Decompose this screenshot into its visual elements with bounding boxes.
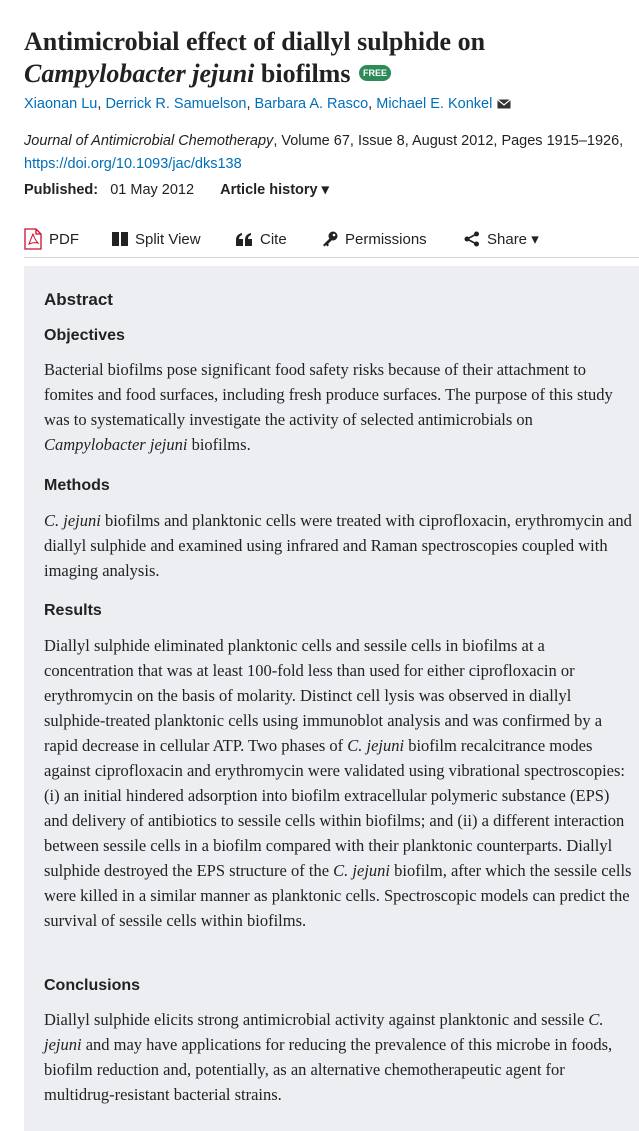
methods-heading: Methods — [44, 477, 110, 494]
species-name: C. jejuni — [347, 736, 405, 755]
split-view-icon — [112, 232, 128, 246]
conclusions-text-part: and may have applications for reducing the prevalence of this microbe in foods, biofilm reduction and, potentially, as an alternative chemotherapeutic agent for multidrug-resistant bacterial strains. — [44, 1035, 613, 1104]
species-name: C. jejuni — [44, 511, 101, 530]
author-link[interactable]: Xiaonan Lu — [24, 96, 98, 112]
author-link[interactable]: Michael E. Konkel — [376, 96, 493, 112]
article-history-toggle[interactable]: Article history ▾ — [220, 182, 329, 198]
methods-text — [44, 508, 636, 583]
objectives-text — [44, 357, 636, 457]
objectives-heading: Objectives — [44, 327, 125, 344]
share-label: Share ▾ — [487, 231, 539, 248]
results-text-part: biofilm, after which the sessile cells were killed in a similar manner as planktonic cells. Spectroscopic models can predict the survival of sessile cells within biofilms. — [44, 861, 632, 930]
permissions-label: Permissions — [345, 230, 427, 248]
objectives-text-part: Bacterial biofilms pose significant food safety risks because of their attachment to fomites and food surfaces, including fresh produce surfaces. The purpose of this study was to systematically investigate the activity of selected antimicrobials on — [44, 360, 613, 429]
title-species: Campylobacter jejuni — [24, 59, 255, 88]
objectives-text-part: biofilms. — [187, 435, 251, 454]
author-link[interactable]: Derrick R. Samuelson — [105, 96, 247, 112]
pdf-icon — [24, 228, 42, 250]
author-list — [24, 94, 624, 114]
published-label: Published: — [24, 182, 99, 198]
citation-details: , Volume 67, Issue 8, August 2012, Pages 1915–1926, — [273, 133, 624, 149]
title-rest: biofilms — [254, 59, 351, 88]
conclusions-heading: Conclusions — [44, 977, 141, 994]
quote-icon — [236, 233, 253, 246]
key-icon — [322, 231, 338, 248]
journal-name: Journal of Antimicrobial Chemotherapy — [24, 133, 274, 149]
citation — [24, 130, 624, 176]
envelope-icon[interactable] — [497, 99, 511, 109]
split-view-button[interactable] — [112, 226, 201, 252]
share-button[interactable] — [464, 226, 539, 252]
abstract-heading: Abstract — [44, 290, 113, 309]
author-separator: , — [246, 96, 251, 112]
author-separator: , — [97, 96, 102, 112]
results-text — [44, 633, 636, 933]
free-badge: FREE — [359, 65, 391, 81]
pdf-button[interactable] — [24, 226, 79, 252]
results-text-part: biofilm recalcitrance modes against ciprofloxacin and erythromycin were validated using vibrational spectroscopies: (i) an initial hindered adsorption into biofilm extracellular polymeric substance (EPS) and delivery of antibiotics to sessile cells within biofilms; and (ii) a different interaction between sessile cells in a biofilm compared with their planktonic counterparts. Diallyl sulphide destroyed the EPS structure of the — [44, 736, 625, 880]
cite-label: Cite — [260, 230, 287, 248]
permissions-button[interactable] — [322, 226, 427, 252]
article-toolbar — [24, 224, 639, 258]
conclusions-text-part: Diallyl sulphide elicits strong antimicrobial activity against planktonic and sessile — [44, 1010, 589, 1029]
share-icon — [464, 231, 480, 247]
species-name: Campylobacter jejuni — [44, 435, 188, 454]
pdf-label: PDF — [49, 230, 79, 248]
author-link[interactable]: Barbara A. Rasco — [254, 96, 369, 112]
abstract-panel — [24, 266, 639, 1131]
split-view-label: Split View — [135, 230, 201, 248]
methods-text-part: biofilms and planktonic cells were treated with ciprofloxacin, erythromycin and diallyl sulphide and examined using infrared and Raman spectroscopies coupled with imaging analysis. — [44, 511, 632, 580]
results-text-part: Diallyl sulphide eliminated planktonic cells and sessile cells in biofilms at a concentration that was at least 100-fold less than used for either ciprofloxacin or erythromycin on the basis of molarity. Distinct cell lysis was observed in diallyl sulphide-treated planktonic cells using immunoblot analysis and was confirmed by a rapid decrease in cellular ATP. Two phases of — [44, 636, 603, 755]
species-name: C. jejuni — [44, 1010, 604, 1054]
author-separator: , — [368, 96, 373, 112]
cite-button[interactable] — [236, 226, 287, 252]
doi-link[interactable]: https://doi.org/10.1093/jac/dks138 — [24, 156, 242, 172]
published-date: 01 May 2012 — [110, 182, 195, 198]
title-line-1: Antimicrobial effect of diallyl sulphide on — [24, 27, 486, 56]
article-title — [24, 26, 624, 90]
conclusions-text — [44, 1007, 636, 1107]
publication-info — [24, 180, 624, 200]
results-heading: Results — [44, 602, 102, 619]
species-name: C. jejuni — [333, 861, 390, 880]
